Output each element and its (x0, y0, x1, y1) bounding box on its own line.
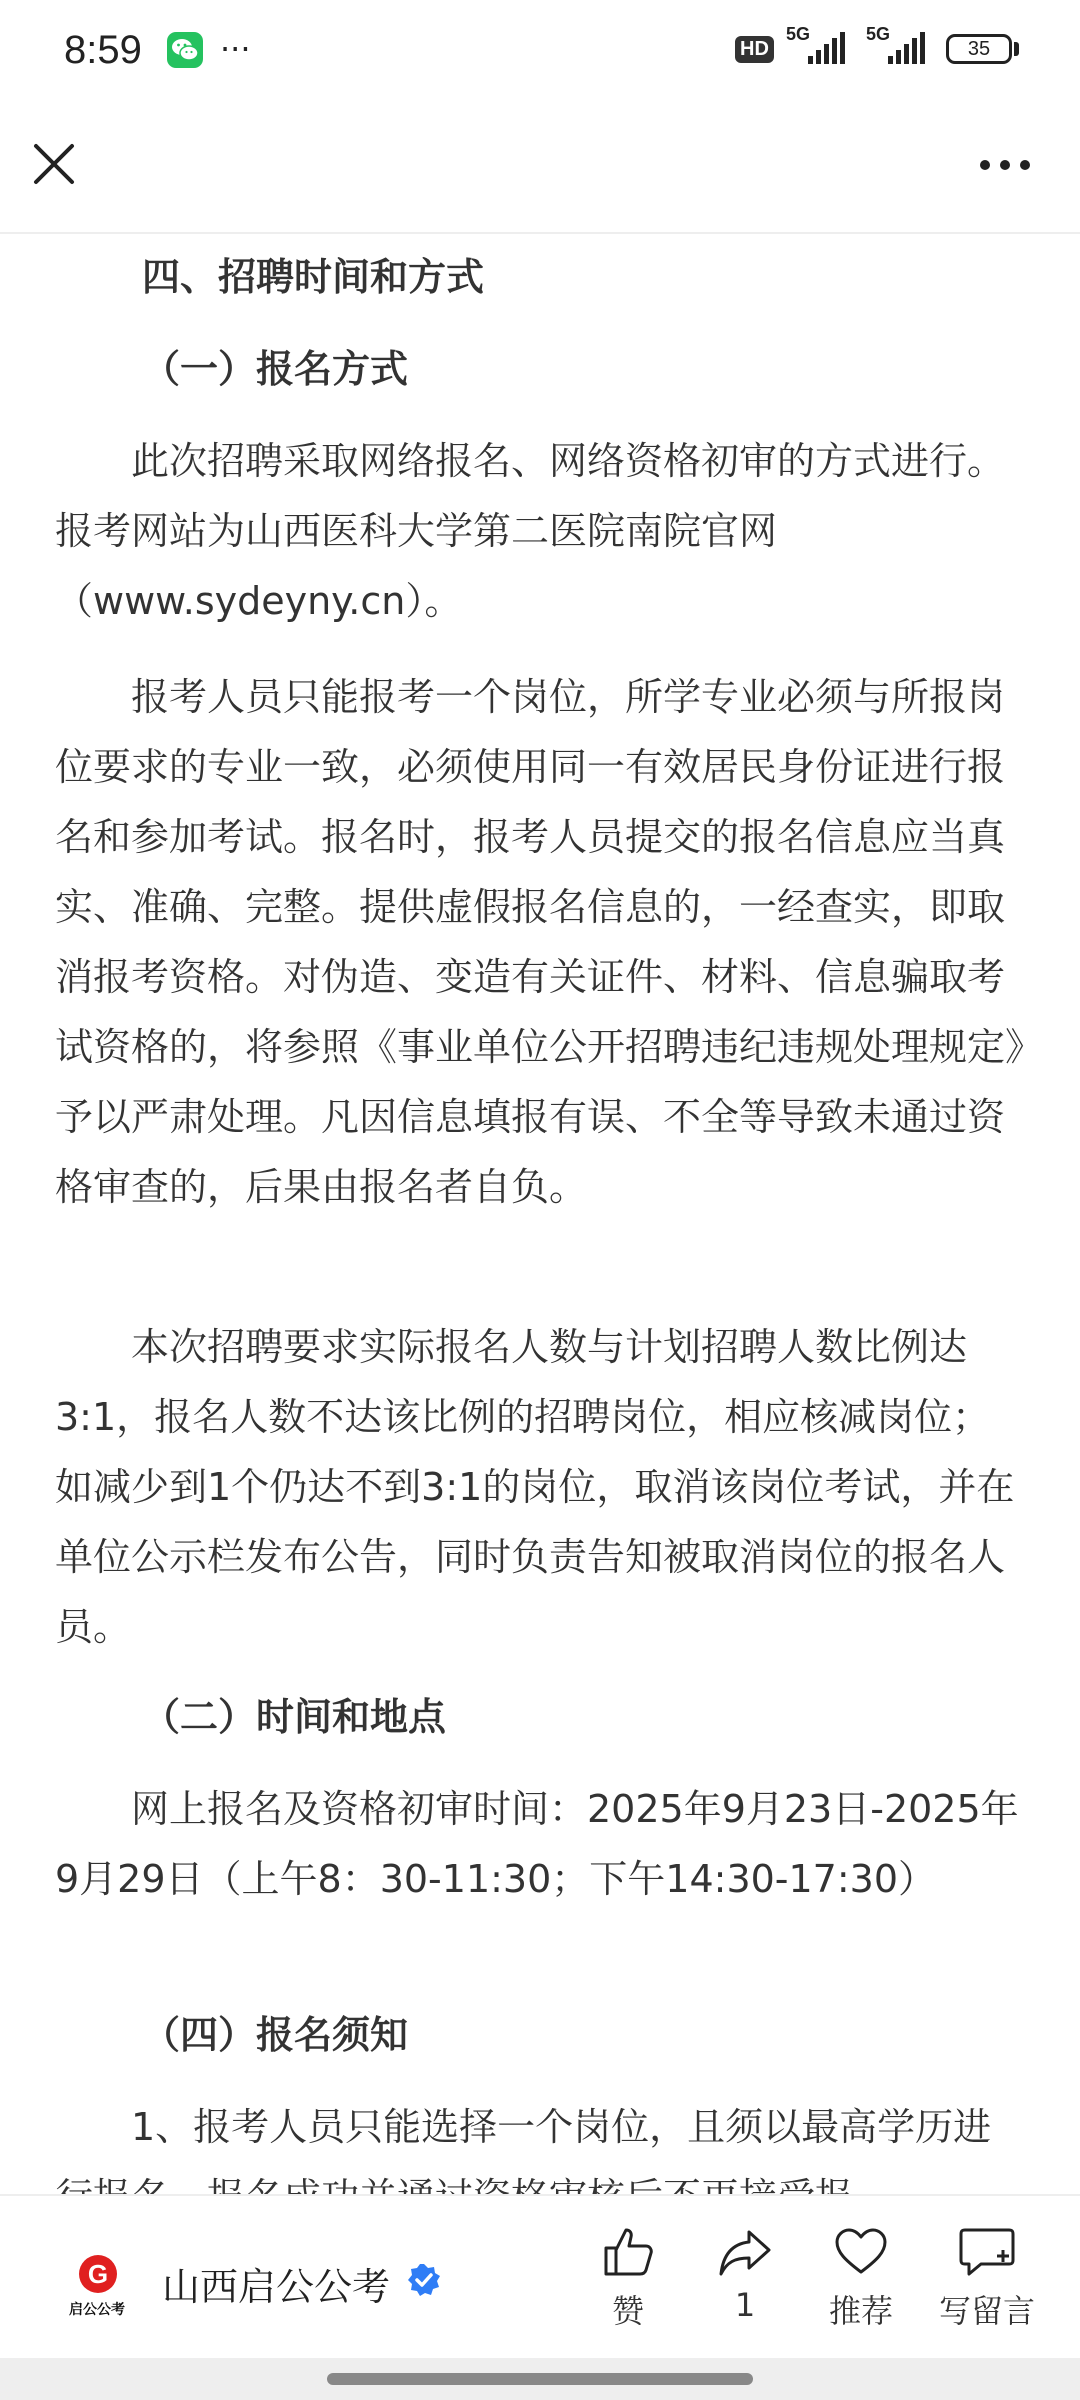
paragraph-registration-method: 此次招聘采取网络报名、网络资格初审的方式进行。报考网站为山西医科大学第二医院南院官网（www.sydeyny.cn）。 (55, 439, 1006, 623)
hd-badge: HD (735, 36, 774, 63)
paragraph-notice-1: 1、报考人员只能选择一个岗位，且须以最高学历进 (131, 2105, 992, 2149)
thumbs-up-icon (600, 2226, 656, 2278)
share-button[interactable] (690, 2226, 800, 2324)
share-arrow-icon (717, 2226, 773, 2278)
heart-icon (833, 2226, 889, 2278)
status-bar (0, 0, 1080, 105)
like-label: 赞 (611, 2292, 644, 2330)
account-logo[interactable] (62, 2250, 132, 2320)
share-count: 1 (734, 2286, 756, 2324)
bottom-action-bar (0, 2194, 1080, 2360)
svg-text:G: G (87, 2259, 109, 2289)
paragraph-applicant-rules: 报考人员只能报考一个岗位，所学专业必须与所报岗位要求的专业一致，必须使用同一有效居民身份证进行报名和参加考试。报名时，报考人员提交的报名信息应当真实、准确、完整。提供虚假报名信息的，一经查实，即取消报考资格。对伪造、变造有关证件、材料、信息骗取考试资格的，将参照《事业单位公开招聘违纪违规处理规定》予以严肃处理。凡因信息填报有误、不全等导致未通过资格审查的，后果由报名者自负。 (55, 675, 1025, 1209)
section-heading: 四、招聘时间和方式 (142, 255, 485, 299)
signal-icon (806, 30, 850, 66)
wechat-icon (167, 32, 203, 68)
more-horizontal-icon (975, 150, 1035, 180)
home-indicator[interactable] (327, 2373, 753, 2385)
article-body (55, 232, 1025, 2194)
recommend-button[interactable] (806, 2226, 916, 2332)
verified-badge-icon (406, 2262, 442, 2298)
write-comment-button[interactable] (922, 2226, 1052, 2332)
close-icon (28, 138, 80, 190)
paragraph-registration-time: 网上报名及资格初审时间：2025年9月23日-2025年9月29日（上午8：30-11:30；下午14:30-17:30） (55, 1787, 1019, 1901)
network-label-1: 5G (786, 24, 811, 44)
paragraph-ratio-rules: 本次招聘要求实际报名人数与计划招聘人数比例达3:1，报名人数不达该比例的招聘岗位，相应核减岗位；如减少到1个仍达不到3:1的岗位，取消该岗位考试，并在单位公示栏发布公告，同时负责告知被取消岗位的报名人员。 (55, 1325, 1015, 1649)
network-label-2: 5G (866, 24, 891, 44)
subheading-time-place: （二）时间和地点 (142, 1695, 447, 1739)
status-more-dots: ··· (220, 30, 251, 68)
account-name[interactable]: 山西启公公考 (162, 2265, 391, 2309)
account-logo-text: 启公公考 (69, 2302, 125, 2318)
signal-icon-2 (886, 30, 930, 66)
write-comment-label: 写留言 (938, 2292, 1035, 2330)
like-button[interactable] (573, 2226, 683, 2332)
battery-tip (1014, 42, 1019, 56)
recommend-label: 推荐 (828, 2292, 893, 2330)
close-button[interactable] (28, 138, 80, 190)
comment-add-icon (957, 2226, 1017, 2278)
battery-icon: 35 (946, 34, 1012, 64)
status-time: 8:59 (64, 28, 142, 72)
subheading-registration-method: （一）报名方式 (142, 347, 409, 391)
more-button[interactable] (975, 150, 1035, 180)
subheading-notice: （四）报名须知 (142, 2013, 409, 2057)
